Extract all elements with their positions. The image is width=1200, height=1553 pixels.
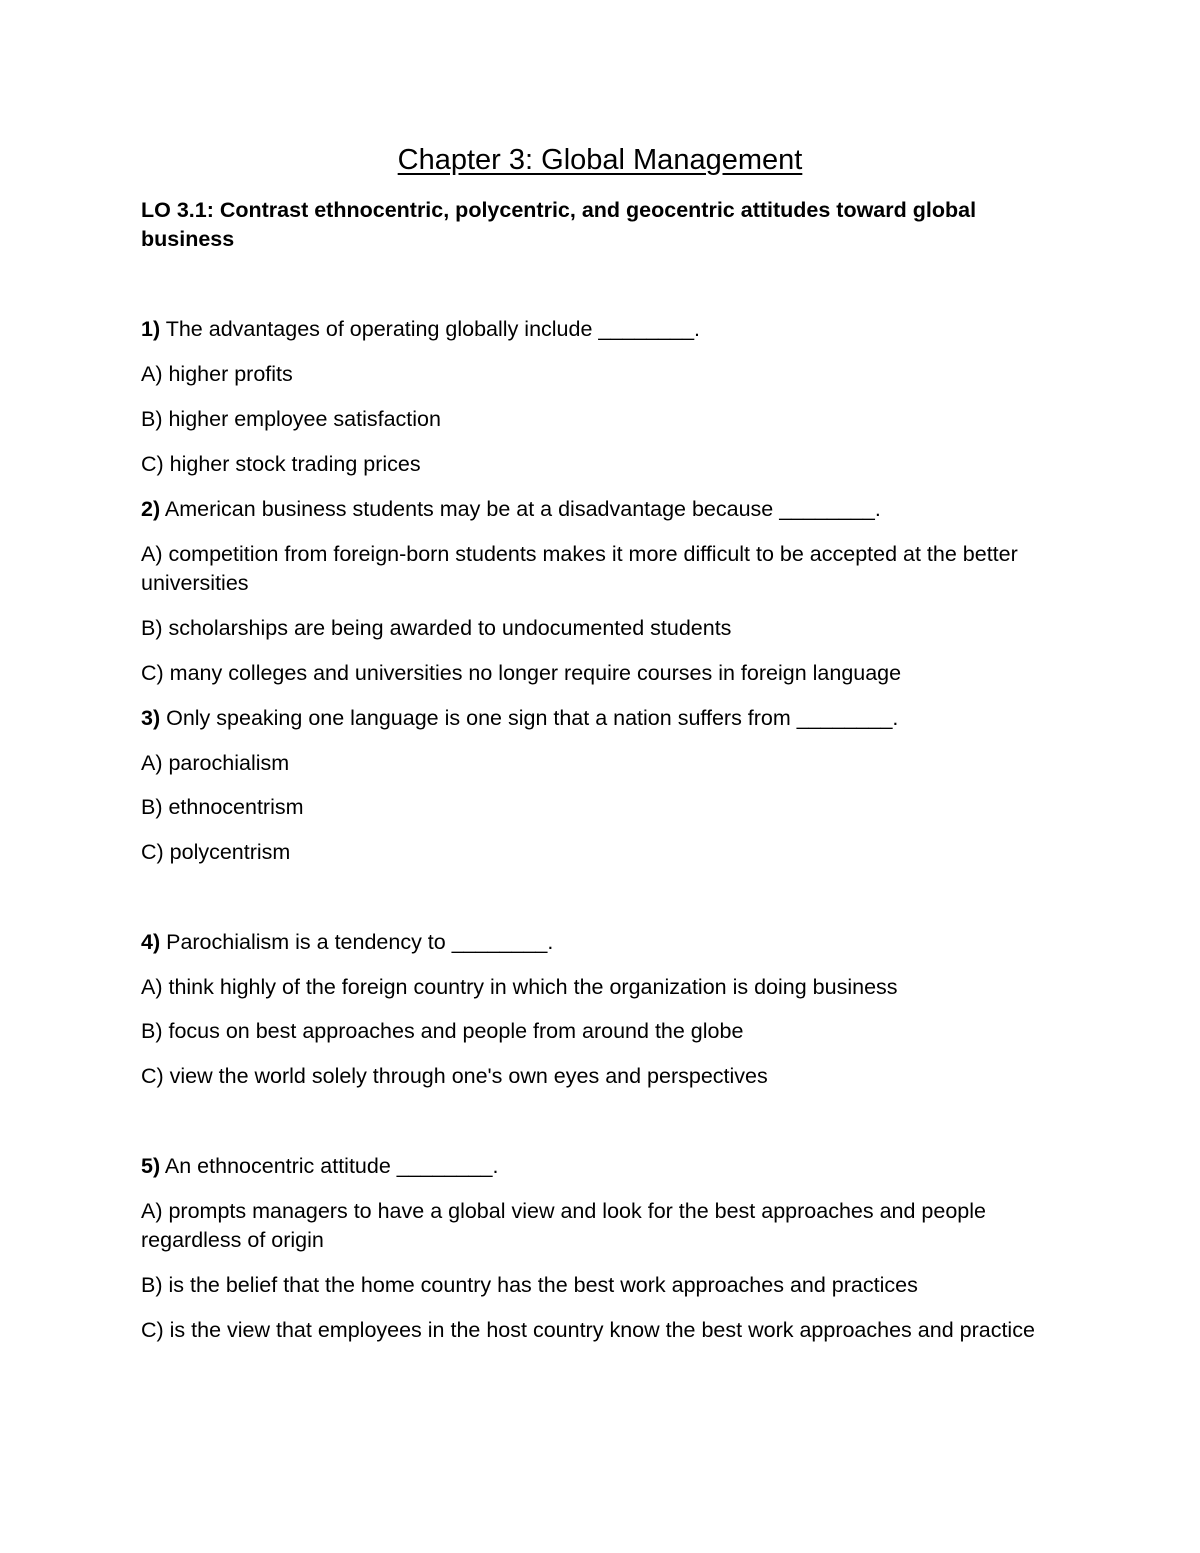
question-text: Only speaking one language is one sign that a nation suffers from ________. [160,706,899,730]
question-4-option-a: A) think highly of the foreign country in which the organization is doing business [141,975,898,999]
question-5-option-a: A) prompts managers to have a global view and look for the best approaches and people regardless of origin [141,1199,986,1252]
question-1 [141,315,1061,344]
page-title: Chapter 3: Global Management [397,144,803,176]
question-3-option-b: B) ethnocentrism [141,795,304,819]
question-4-option-b: B) focus on best approaches and people from around the globe [141,1019,744,1043]
question-5-option-b: B) is the belief that the home country has the best work approaches and practices [141,1273,918,1297]
question-number: 1) [141,317,161,341]
question-2-option-b: B) scholarships are being awarded to undocumented students [141,616,732,640]
question-2 [141,495,1061,524]
question-2-option-c: C) many colleges and universities no longer require courses in foreign language [141,661,902,685]
question-number: 3) [141,706,161,730]
question-4 [141,928,1061,957]
question-number: 4) [141,930,161,954]
question-4-option-c: C) view the world solely through one's own eyes and perspectives [141,1064,768,1088]
question-2-option-a: A) competition from foreign-born students makes it more difficult to be accepted at the better universities [141,542,1018,595]
question-1-option-b: B) higher employee satisfaction [141,407,441,431]
question-text: Parochialism is a tendency to ________. [160,930,554,954]
question-1-option-c: C) higher stock trading prices [141,452,421,476]
question-number: 2) [141,497,161,521]
question-5 [141,1152,1061,1181]
question-number: 5) [141,1154,161,1178]
question-3-option-c: C) polycentrism [141,840,291,864]
learning-objective: LO 3.1: Contrast ethnocentric, polycentric, and geocentric attitudes toward global business [141,198,977,251]
question-text: American business students may be at a disadvantage because ________. [160,497,881,521]
question-1-option-a: A) higher profits [141,362,293,386]
question-5-option-c: C) is the view that employees in the host country know the best work approaches and practice [141,1318,1035,1342]
question-3-option-a: A) parochialism [141,751,290,775]
question-text: An ethnocentric attitude ________. [160,1154,499,1178]
question-3 [141,704,1061,733]
question-text: The advantages of operating globally include ________. [160,317,701,341]
